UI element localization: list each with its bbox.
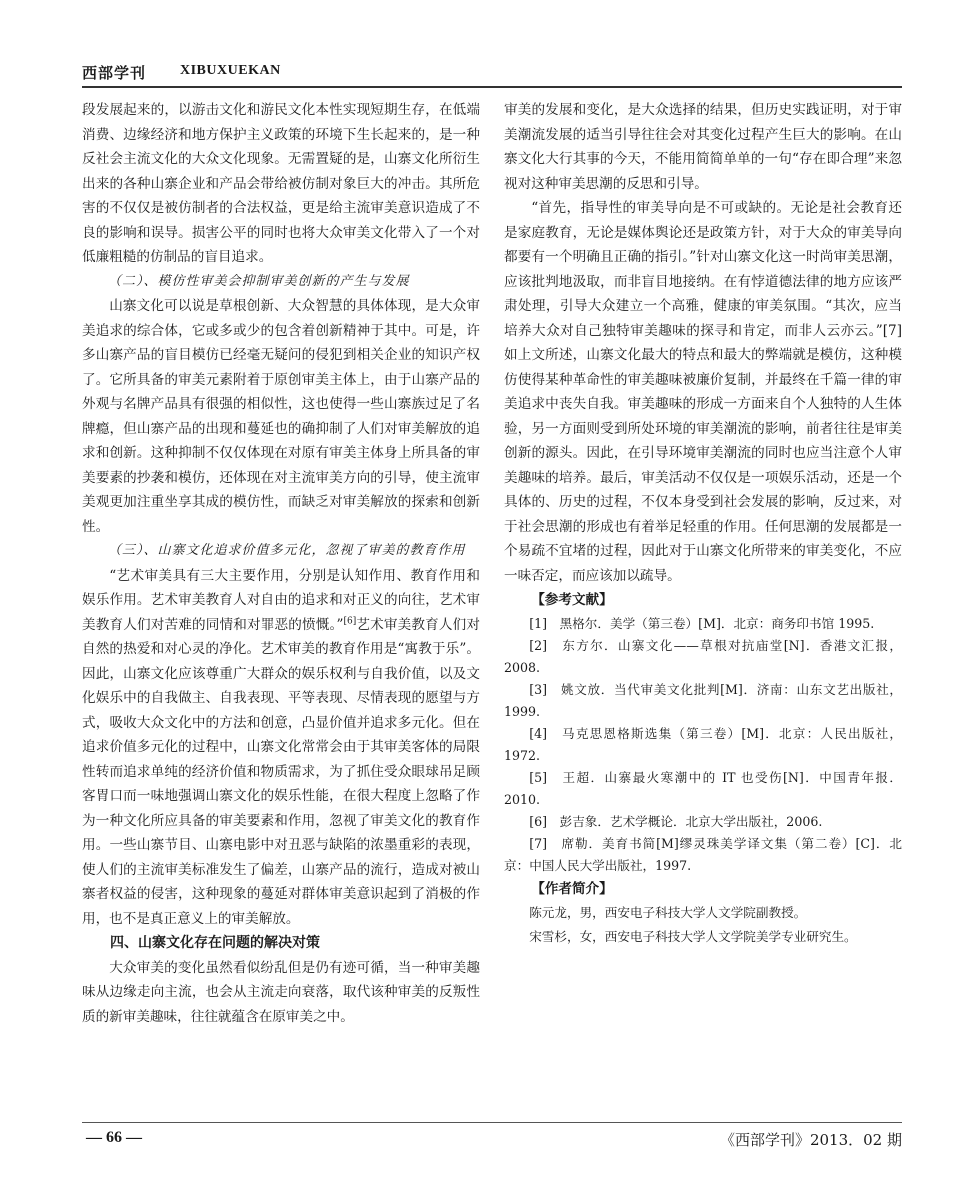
paragraph-text: 山寨文化可以说是草根创新、大众智慧的具体体现，是大众审美追求的综合体，它或多或少的包含着创新精神于其中。可是，许多山寨产品的盲目模仿已经毫无疑问的侵犯到相关企业的知识产权了。它所具备的审美元素附着于原创审美主体上，由于山寨产品的外观与名牌产品具有很强的相似性，这也使得一些山寨族过足了名牌瘾，但山寨产品的出现和蔓延也的确抑制了人们对审美解放的追求和创新。这种抑制不仅仅体现在对原有审美主体身上所具备的审美要素的抄袭和模仿，还体现在对主流审美方向的引导，使主流审美观更加注重坐享其成的模仿性，而缺乏对审美解放的探索和创新性。 bbox=[82, 298, 480, 535]
paragraph-text: 段发展起来的，以游击文化和游民文化本性实现短期生存，在低端消费、边缘经济和地方保护主义政策的环境下生长起来的，是一种反社会主流文化的大众文化现象。无需置疑的是，山寨文化所衍生出来的各种山寨企业和产品会带给被仿制对象巨大的冲击。其所危害的不仅仅是被仿制者的合法权益，更是给主流审美意识造成了不良的影响和误导。损害公平的同时也将大众审美文化带入了一个对低廉粗糙的仿制品的盲目追求。 bbox=[82, 102, 480, 265]
right-body bbox=[504, 98, 902, 588]
paragraph bbox=[504, 196, 902, 588]
subsection-heading: （二）、模仿性审美会抑制审美创新的产生与发展 bbox=[108, 273, 410, 289]
issue-info: 《西部学刊》2013．02 期 bbox=[719, 1131, 902, 1149]
paragraph-text: 大众审美的变化虽然看似纷乱但是仍有迹可循，当一种审美趣味从边缘走向主流，也会从主流走向衰落，取代该种审美的反叛性质的新审美趣味，往往就蕴含在原审美之中。 bbox=[82, 959, 480, 1025]
paragraph-text: “首先，指导性的审美导向是不可或缺的。无论是社会教育还是家庭教育，无论是媒体舆论还是政策方针，对于大众的审美导向都要有一个明确且正确的指引。”针对山寨文化这一时尚审美思潮，应该批判地汲取，而非盲目地接纳。在有悖道德法律的地方应该严肃处理，引导大众建立一个高雅，健康的审美氛围。“其次，应当培养大众对自己独特审美趣味的探寻和肯定，而非人云亦云。”[7]如上文所述，山寨文化最大的特点和最大的弊端就是模仿，这种模仿使得某种革命性的审美趣味被廉价复制，并最终在千篇一律的审美追求中丧失自我。审美趣味的形成一方面来自个人独特的人生体验，另一方面则受到所处环境的审美潮流的影响，前者往往是审美创新的源头。因此，在引导环境审美潮流的同时也应当注意个人审美趣味的培养。最后，审美活动不仅仅是一项娱乐活动，还是一个具体的、历史的过程，不仅本身受到社会发展的影响，反过来，对于社会思潮的形成也有着举足轻重的作用。任何思潮的发展都是一个易疏不宜堵的过程，因此对于山寨文化所带来的审美变化，不应一味否定，而应该加以疏导。 bbox=[504, 200, 902, 584]
right-column bbox=[504, 98, 902, 949]
author-item: 陈元龙，男，西安电子科技大学人文学院副教授。 bbox=[529, 905, 807, 920]
references-list bbox=[504, 613, 902, 877]
references-title: 【参考文献】 bbox=[531, 592, 613, 608]
reference-item: [1] 黑格尔．美学（第三卷）[M]．北京：商务印书馆 1995. bbox=[529, 615, 875, 631]
author-intro-list bbox=[504, 901, 902, 949]
left-column bbox=[82, 98, 480, 1029]
running-header bbox=[82, 62, 902, 86]
reference-item: [2] 东方尔．山寨文化——草根对抗庙堂[N]．香港文汇报，2008. bbox=[504, 637, 902, 675]
paragraph bbox=[82, 294, 480, 539]
page-number: — 66 — bbox=[86, 1129, 142, 1146]
author-intro-title: 【作者简介】 bbox=[531, 880, 613, 897]
section-heading: 四、山寨文化存在问题的解决对策 bbox=[110, 935, 320, 951]
journal-pinyin: XIBUXUEKAN bbox=[180, 63, 281, 78]
footer-rule bbox=[82, 1122, 902, 1123]
header-rule bbox=[82, 86, 902, 88]
subsection-heading: （三）、山寨文化追求价值多元化，忽视了审美的教育作用 bbox=[108, 543, 466, 558]
paragraph-text-continued: 艺术审美教育人们对自然的热爱和对心灵的净化。艺术审美的教育作用是“寓教于乐”。因此，山寨文化应该尊重广大群众的娱乐权利与自我价值，以及文化娱乐中的自我做主、自我表现、平等表现、尽情表现的愿望与方式，吸收大众文化中的方法和创意，凸显价值并追求多元化。但在追求价值多元化的过程中，山寨文化常常会由于其审美客体的局限性转而追求单纯的经济价值和物质需求，为了抓住受众眼球吊足顾客胃口而一味地强调山寨文化的娱乐性能，在很大程度上忽略了作为一种文化所应具备的审美要素和作用，忽视了审美文化的教育作用。一些山寨节目、山寨电影中对丑恶与缺陷的浓墨重彩的表现，使人们的主流审美标准发生了偏差，山寨产品的流行，造成对被山寨者权益的侵害，这种现象的蔓延对群体审美意识起到了消极的作用，也不是真正意义上的审美解放。 bbox=[82, 616, 480, 927]
paragraph bbox=[82, 98, 480, 270]
paragraph-text: 审美的发展和变化，是大众选择的结果，但历史实践证明，对于审美潮流发展的适当引导往往会对其变化过程产生巨大的影响。在山寨文化大行其事的今天，不能用简简单单的一句“存在即合理”来忽视对这种审美思潮的反思和引导。 bbox=[504, 102, 902, 192]
reference-item: [6] 彭吉象．艺术学概论．北京大学出版社，2006. bbox=[529, 813, 823, 829]
journal-name: 西部学刊 bbox=[82, 64, 147, 82]
reference-item: [4] 马克思恩格斯选集（第三卷）[M]．北京：人民出版社，1972. bbox=[504, 725, 902, 763]
reference-item: [7] 席勒．美育书简[M]缪灵珠美学译文集（第二卷）[C]．北京：中国人民大学出版社，1997. bbox=[504, 835, 902, 873]
reference-item: [3] 姚文放．当代审美文化批判[M]．济南：山东文艺出版社，1999. bbox=[504, 681, 902, 719]
paragraph bbox=[82, 956, 480, 1030]
paragraph-text: “艺术审美具有三大主要作用，分别是认知作用、教育作用和娱乐作用。艺术审美教育人对自由的追求和对正义的向往，艺术审美教育人们对苦难的同情和对罪恶的愤慨。” bbox=[82, 567, 480, 633]
citation-mark: [6] bbox=[343, 615, 357, 626]
reference-item: [5] 王超．山寨最火寒潮中的 IT 也受伤[N]．中国青年报．2010. bbox=[504, 769, 902, 807]
paragraph bbox=[82, 564, 480, 932]
author-item: 宋雪杉，女，西安电子科技大学人文学院美学专业研究生。 bbox=[529, 929, 857, 944]
paragraph bbox=[504, 98, 902, 196]
